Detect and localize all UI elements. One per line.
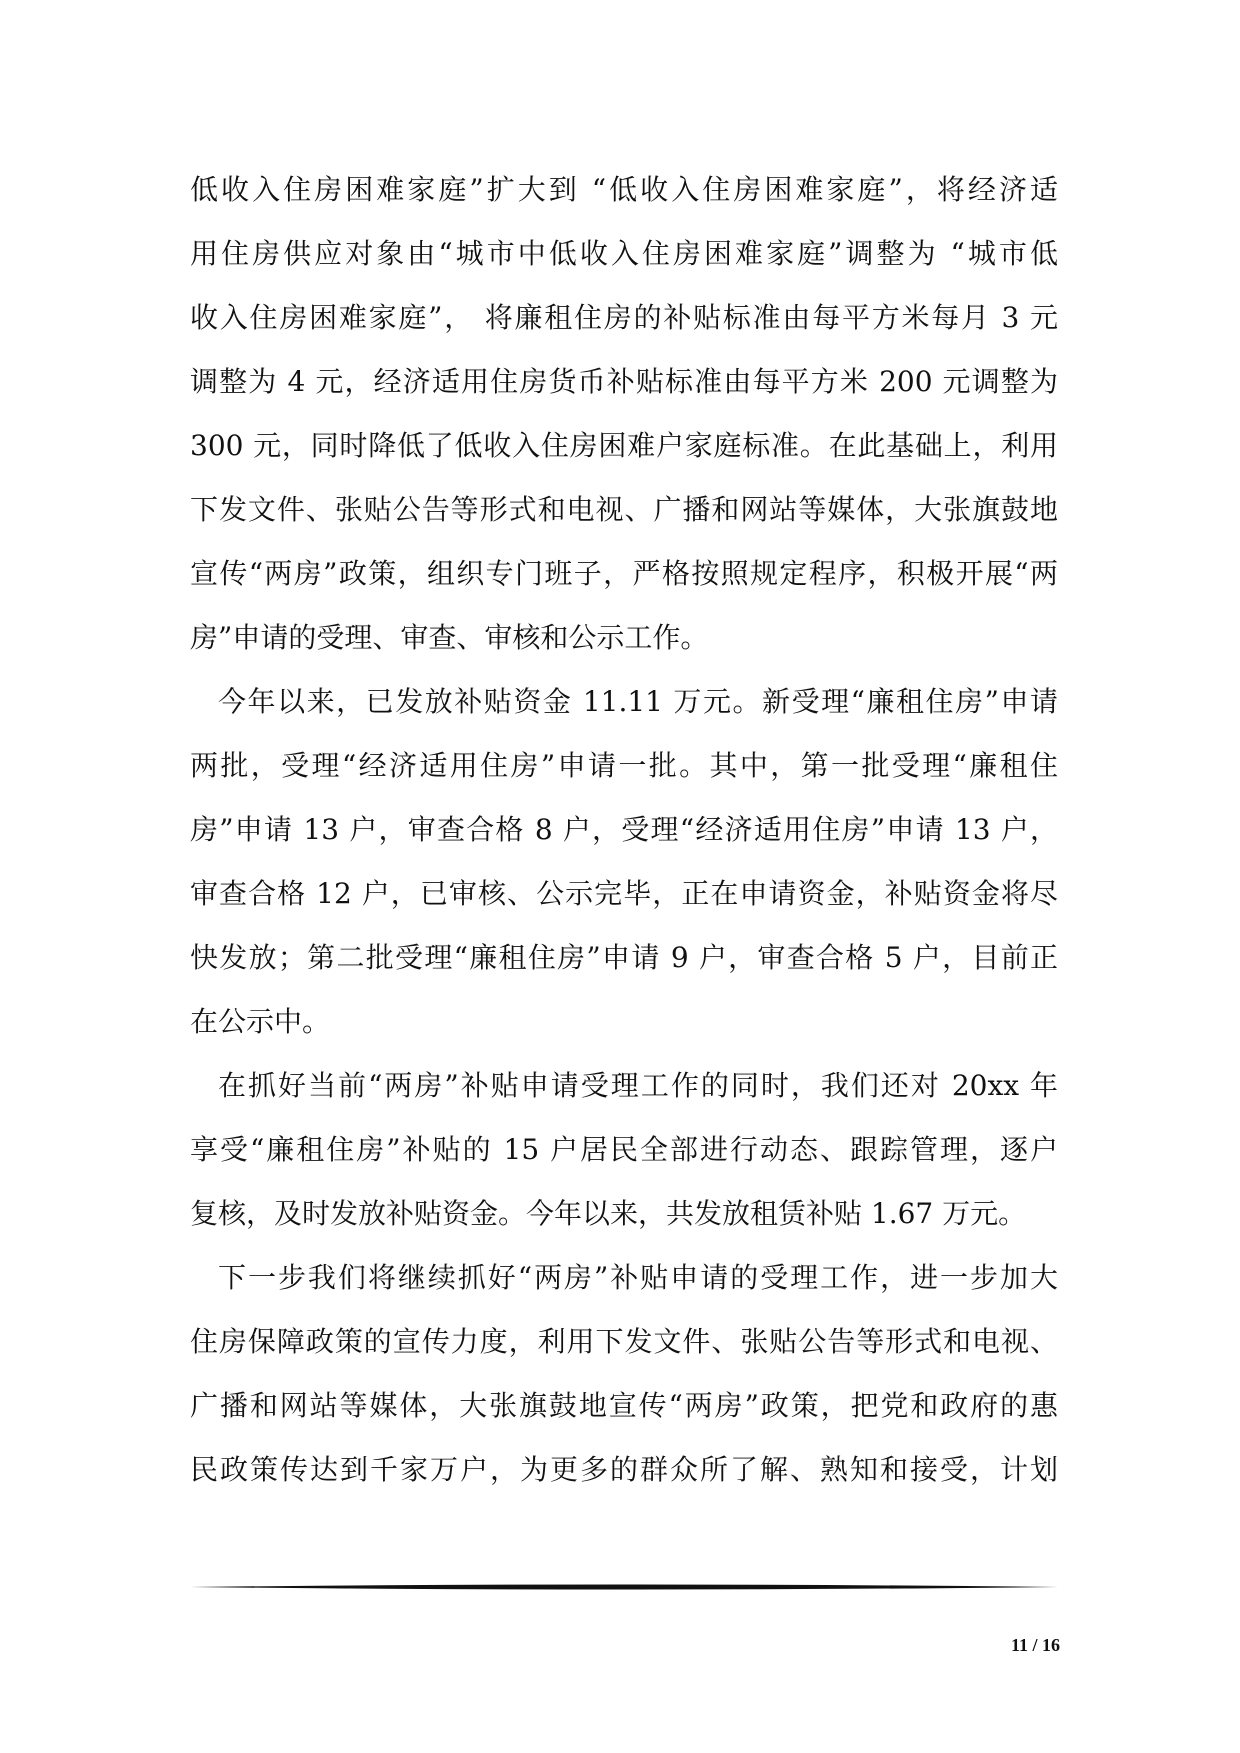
text-line: 下发文件、张贴公告等形式和电视、广播和网站等媒体，大张旗鼓地 (190, 493, 1058, 526)
text-line: 住房保障政策的宣传力度，利用下发文件、张贴公告等形式和电视、 (190, 1325, 1058, 1358)
text-line: 民政策传达到千家万户，为更多的群众所了解、熟知和接受，计划 (190, 1453, 1058, 1486)
text-line: 房”申请 13 户，审查合格 8 户，受理“经济适用住房”申请 13 户， (190, 813, 1058, 846)
text-line: 快发放；第二批受理“廉租住房”申请 9 户，审查合格 5 户，目前正 (190, 941, 1058, 974)
text-line: 广播和网站等媒体，大张旗鼓地宣传“两房”政策，把党和政府的惠 (190, 1389, 1058, 1422)
text-line: 房”申请的受理、审查、审核和公示工作。 (190, 621, 709, 654)
text-line: 300 元，同时降低了低收入住房困难户家庭标准。在此基础上，利用 (190, 429, 1058, 462)
text-line: 在公示中。 (190, 1005, 331, 1038)
text-line: 收入住房困难家庭”， 将廉租住房的补贴标准由每平方米每月 3 元 (190, 301, 1058, 334)
text-line: 复核，及时发放补贴资金。今年以来，共发放租赁补贴 1.67 万元。 (190, 1197, 1027, 1230)
text-line: 审查合格 12 户，已审核、公示完毕，正在申请资金，补贴资金将尽 (190, 877, 1058, 910)
text-line: 在抓好当前“两房”补贴申请受理工作的同时，我们还对 20xx 年 (218, 1069, 1058, 1102)
text-line: 用住房供应对象由“城市中低收入住房困难家庭”调整为 “城市低 (190, 237, 1058, 270)
footer-rule (190, 1582, 1058, 1592)
text-line: 下一步我们将继续抓好“两房”补贴申请的受理工作，进一步加大 (218, 1261, 1058, 1294)
text-line: 享受“廉租住房”补贴的 15 户居民全部进行动态、跟踪管理，逐户 (190, 1133, 1058, 1166)
body-text (190, 158, 1058, 1502)
text-line: 调整为 4 元，经济适用住房货币补贴标准由每平方米 200 元调整为 (190, 365, 1058, 398)
page-number: 11 / 16 (1010, 1635, 1060, 1655)
text-line: 宣传“两房”政策，组织专门班子，严格按照规定程序，积极开展“两 (190, 557, 1058, 590)
text-line: 两批，受理“经济适用住房”申请一批。其中，第一批受理“廉租住 (190, 749, 1058, 782)
text-line: 今年以来，已发放补贴资金 11.11 万元。新受理“廉租住房”申请 (218, 685, 1058, 718)
text-line: 低收入住房困难家庭”扩大到 “低收入住房困难家庭”，将经济适 (190, 173, 1058, 206)
